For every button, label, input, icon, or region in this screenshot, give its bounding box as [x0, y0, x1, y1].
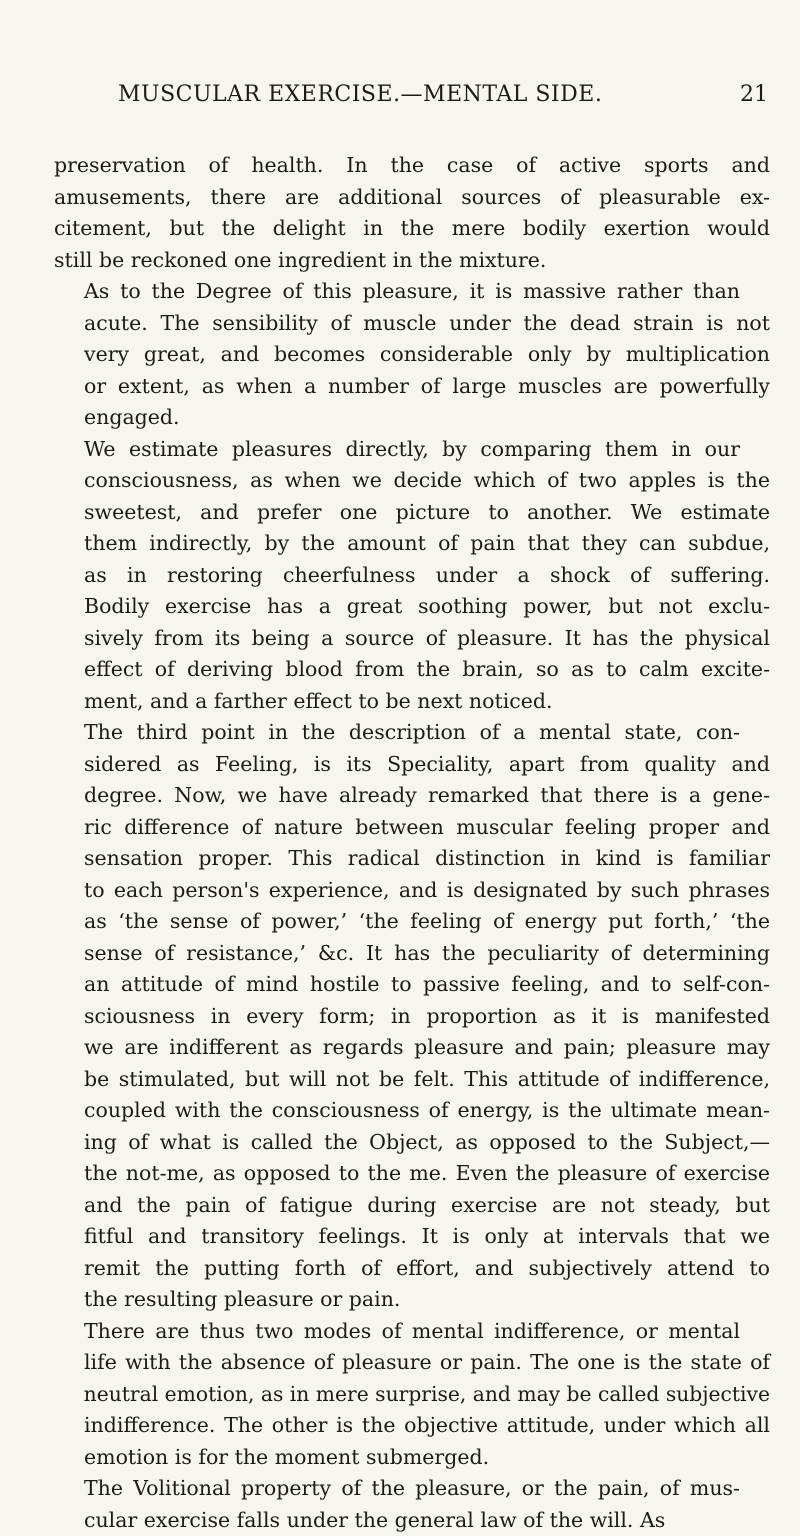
text-line: be stimulated, but will not be felt. This attitude of indifference, — [54, 1064, 770, 1096]
text-line: life with the absence of pleasure or pain. The one is the state of — [54, 1347, 770, 1379]
text-line: sidered as Feeling, is its Speciality, apart from quality and — [54, 749, 770, 781]
text-line: The Volitional property of the pleasure, or the pain, of mus- — [54, 1473, 740, 1505]
text-line: cular exercise falls under the general law of the will. As — [54, 1505, 665, 1536]
text-line: coupled with the consciousness of energy, is the ultimate mean- — [54, 1095, 770, 1127]
paragraph — [54, 717, 770, 1316]
text-line: degree. Now, we have already remarked that there is a gene- — [54, 780, 770, 812]
paragraph — [54, 1316, 770, 1474]
text-line: neutral emotion, as in mere surprise, and may be called subjective — [54, 1379, 762, 1411]
paragraph — [54, 1473, 770, 1536]
text-line: ment, and a farther effect to be next noticed. — [54, 686, 553, 718]
body-text — [54, 150, 770, 1536]
text-line: an attitude of mind hostile to passive feeling, and to self-con- — [54, 969, 770, 1001]
text-line: preservation of health. In the case of active sports and — [54, 150, 770, 182]
text-line: ing of what is called the Object, as opposed to the Subject,— — [54, 1127, 770, 1159]
text-line: the not-me, as opposed to the me. Even the pleasure of exercise — [54, 1158, 770, 1190]
text-line: engaged. — [54, 402, 180, 434]
text-line: sense of resistance,’ &c. It has the peculiarity of determining — [54, 938, 770, 970]
text-line: There are thus two modes of mental indifference, or mental — [54, 1316, 740, 1348]
running-title: MUSCULAR EXERCISE.—MENTAL SIDE. — [118, 82, 602, 107]
text-line: still be reckoned one ingredient in the mixture. — [54, 245, 546, 277]
text-line: we are indifferent as regards pleasure and pain; pleasure may — [54, 1032, 770, 1064]
text-line: fitful and transitory feelings. It is only at intervals that we — [54, 1221, 770, 1253]
running-head — [108, 82, 768, 114]
text-line: citement, but the delight in the mere bodily exertion would — [54, 213, 770, 245]
text-line: ric difference of nature between muscular feeling proper and — [54, 812, 770, 844]
text-line: effect of deriving blood from the brain, so as to calm excite- — [54, 654, 770, 686]
paragraph — [54, 434, 770, 718]
text-line: sciousness in every form; in proportion as it is manifested — [54, 1001, 770, 1033]
text-line: indifference. The other is the objective attitude, under which all — [54, 1410, 770, 1442]
text-line: them indirectly, by the amount of pain that they can subdue, — [54, 528, 770, 560]
text-line: consciousness, as when we decide which of two apples is the — [54, 465, 770, 497]
paragraph — [54, 276, 770, 434]
text-line: As to the Degree of this pleasure, it is massive rather than — [54, 276, 740, 308]
text-line: and the pain of fatigue during exercise are not steady, but — [54, 1190, 770, 1222]
text-line: sweetest, and prefer one picture to another. We estimate — [54, 497, 770, 529]
page-number: 21 — [740, 82, 768, 107]
text-line: very great, and becomes considerable only by multiplication — [54, 339, 770, 371]
text-line: the resulting pleasure or pain. — [54, 1284, 400, 1316]
text-line: sively from its being a source of pleasure. It has the physical — [54, 623, 770, 655]
text-line: sensation proper. This radical distinction in kind is familiar — [54, 843, 770, 875]
text-line: remit the putting forth of effort, and subjectively attend to — [54, 1253, 770, 1285]
text-line: The third point in the description of a mental state, con- — [54, 717, 740, 749]
text-line: Bodily exercise has a great soothing power, but not exclu- — [54, 591, 770, 623]
text-line: as ‘the sense of power,’ ‘the feeling of energy put forth,’ ‘the — [54, 906, 770, 938]
text-line: acute. The sensibility of muscle under the dead strain is not — [54, 308, 770, 340]
text-line: emotion is for the moment submerged. — [54, 1442, 489, 1474]
text-line: We estimate pleasures directly, by comparing them in our — [54, 434, 740, 466]
paragraph — [54, 150, 770, 276]
text-line: as in restoring cheerfulness under a shock of suffering. — [54, 560, 770, 592]
text-line: or extent, as when a number of large muscles are powerfully — [54, 371, 770, 403]
text-line: to each person's experience, and is designated by such phrases — [54, 875, 770, 907]
text-line: amusements, there are additional sources of pleasurable ex- — [54, 182, 770, 214]
